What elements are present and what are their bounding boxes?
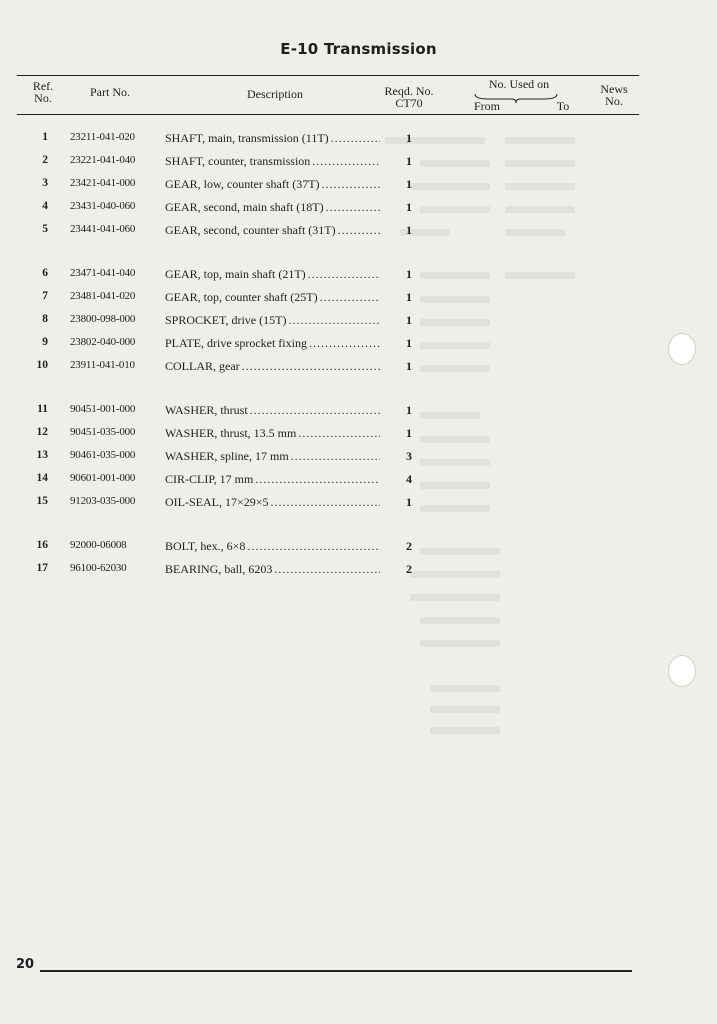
ref-number: 17 <box>36 562 48 574</box>
table-row <box>0 313 717 331</box>
table-row <box>0 154 717 172</box>
table-row <box>0 223 717 241</box>
part-description: BEARING, ball, 6203 . . . <box>165 562 380 577</box>
ref-number: 13 <box>36 449 48 461</box>
table-row <box>0 336 717 354</box>
ref-number: 15 <box>36 495 48 507</box>
table-row <box>0 539 717 557</box>
part-description: GEAR, second, counter shaft (31T) . . . <box>165 223 380 238</box>
ref-number: 9 <box>42 336 48 348</box>
header-news-no <box>592 83 636 107</box>
part-description: SPROCKET, drive (15T) . . . <box>165 313 380 328</box>
ref-number: 2 <box>42 154 48 166</box>
part-description: OIL-SEAL, 17×29×5 . . . <box>165 495 380 510</box>
part-number: 90601-001-000 <box>70 472 136 484</box>
header-ref-line2: No. <box>34 91 52 105</box>
table-row <box>0 200 717 218</box>
header-reqd-no <box>378 85 440 109</box>
ref-number: 4 <box>42 200 48 212</box>
part-description: WASHER, thrust, 13.5 mm . . . <box>165 426 380 441</box>
part-description: SHAFT, main, transmission (11T) . . . <box>165 131 380 146</box>
table-row <box>0 359 717 377</box>
part-description: COLLAR, gear . . . <box>165 359 380 374</box>
required-quantity: 1 <box>406 131 412 145</box>
header-used-on: No. Used on <box>488 77 550 91</box>
part-number: 23211-041-020 <box>70 131 135 143</box>
table-row <box>0 472 717 490</box>
footer-rule <box>40 970 632 972</box>
required-quantity: 1 <box>406 426 412 440</box>
header-to: To <box>556 99 570 113</box>
header-reqd-line1: Reqd. No. <box>384 84 434 98</box>
required-quantity: 1 <box>406 495 412 509</box>
header-reqd-line2: CT70 <box>395 96 423 110</box>
part-number: 90451-035-000 <box>70 426 136 438</box>
table-row <box>0 426 717 444</box>
part-description: WASHER, thrust . . . <box>165 403 380 418</box>
ref-number: 7 <box>42 290 48 302</box>
header-description: Description <box>247 87 303 101</box>
table-header-rule <box>17 114 639 115</box>
required-quantity: 1 <box>406 154 412 168</box>
part-description: GEAR, second, main shaft (18T) . . . <box>165 200 380 215</box>
page-title: E-10 Transmission <box>280 40 437 58</box>
part-description: BOLT, hex., 6×8 . . . <box>165 539 380 554</box>
page-number: 20 <box>16 957 35 972</box>
ref-number: 11 <box>37 403 48 415</box>
part-number: 91203-035-000 <box>70 495 136 507</box>
part-number: 23441-041-060 <box>70 223 136 235</box>
part-description: PLATE, drive sprocket fixing . . . <box>165 336 380 351</box>
required-quantity: 1 <box>406 290 412 304</box>
table-row <box>0 177 717 195</box>
table-row <box>0 562 717 580</box>
part-number: 23221-041-040 <box>70 154 136 166</box>
table-top-rule <box>17 75 639 76</box>
required-quantity: 1 <box>406 359 412 373</box>
required-quantity: 2 <box>406 539 412 553</box>
part-number: 23481-041-020 <box>70 290 136 302</box>
required-quantity: 3 <box>406 449 412 463</box>
table-row <box>0 403 717 421</box>
ref-number: 1 <box>42 131 48 143</box>
ref-number: 5 <box>42 223 48 235</box>
part-number: 90451-001-000 <box>70 403 136 415</box>
required-quantity: 1 <box>406 336 412 350</box>
header-from: From <box>473 99 500 113</box>
part-description: WASHER, spline, 17 mm . . . <box>165 449 380 464</box>
part-number: 23802-040-000 <box>70 336 136 348</box>
required-quantity: 1 <box>406 177 412 191</box>
header-ref-line1: Ref. <box>32 79 54 93</box>
part-number: 23421-041-000 <box>70 177 136 189</box>
part-number: 23431-040-060 <box>70 200 136 212</box>
part-number: 96100-62030 <box>70 562 127 574</box>
part-number: 23800-098-000 <box>70 313 136 325</box>
header-part-no: Part No. <box>90 85 130 99</box>
ref-number: 14 <box>36 472 48 484</box>
part-description: SHAFT, counter, transmission . . . <box>165 154 380 169</box>
part-description: GEAR, low, counter shaft (37T) . . . <box>165 177 380 192</box>
table-row <box>0 267 717 285</box>
part-description: GEAR, top, counter shaft (25T) . . . <box>165 290 380 305</box>
table-row <box>0 495 717 513</box>
part-number: 90461-035-000 <box>70 449 136 461</box>
part-number: 23471-041-040 <box>70 267 136 279</box>
required-quantity: 4 <box>406 472 412 486</box>
header-news-line2: No. <box>605 94 623 108</box>
required-quantity: 1 <box>406 223 412 237</box>
required-quantity: 1 <box>406 267 412 281</box>
ref-number: 10 <box>36 359 48 371</box>
table-row <box>0 131 717 149</box>
table-row <box>0 449 717 467</box>
ref-number: 16 <box>36 539 48 551</box>
part-description: GEAR, top, main shaft (21T) . . . <box>165 267 380 282</box>
required-quantity: 1 <box>406 313 412 327</box>
required-quantity: 2 <box>406 562 412 576</box>
header-news-line1: News <box>600 82 628 96</box>
binder-hole <box>668 655 696 687</box>
part-description: CIR-CLIP, 17 mm . . . <box>165 472 380 487</box>
header-ref <box>28 80 58 104</box>
required-quantity: 1 <box>406 200 412 214</box>
ref-number: 12 <box>36 426 48 438</box>
ref-number: 3 <box>42 177 48 189</box>
part-number: 23911-041-010 <box>70 359 135 371</box>
required-quantity: 1 <box>406 403 412 417</box>
ref-number: 6 <box>42 267 48 279</box>
table-row <box>0 290 717 308</box>
part-number: 92000-06008 <box>70 539 127 551</box>
ref-number: 8 <box>42 313 48 325</box>
